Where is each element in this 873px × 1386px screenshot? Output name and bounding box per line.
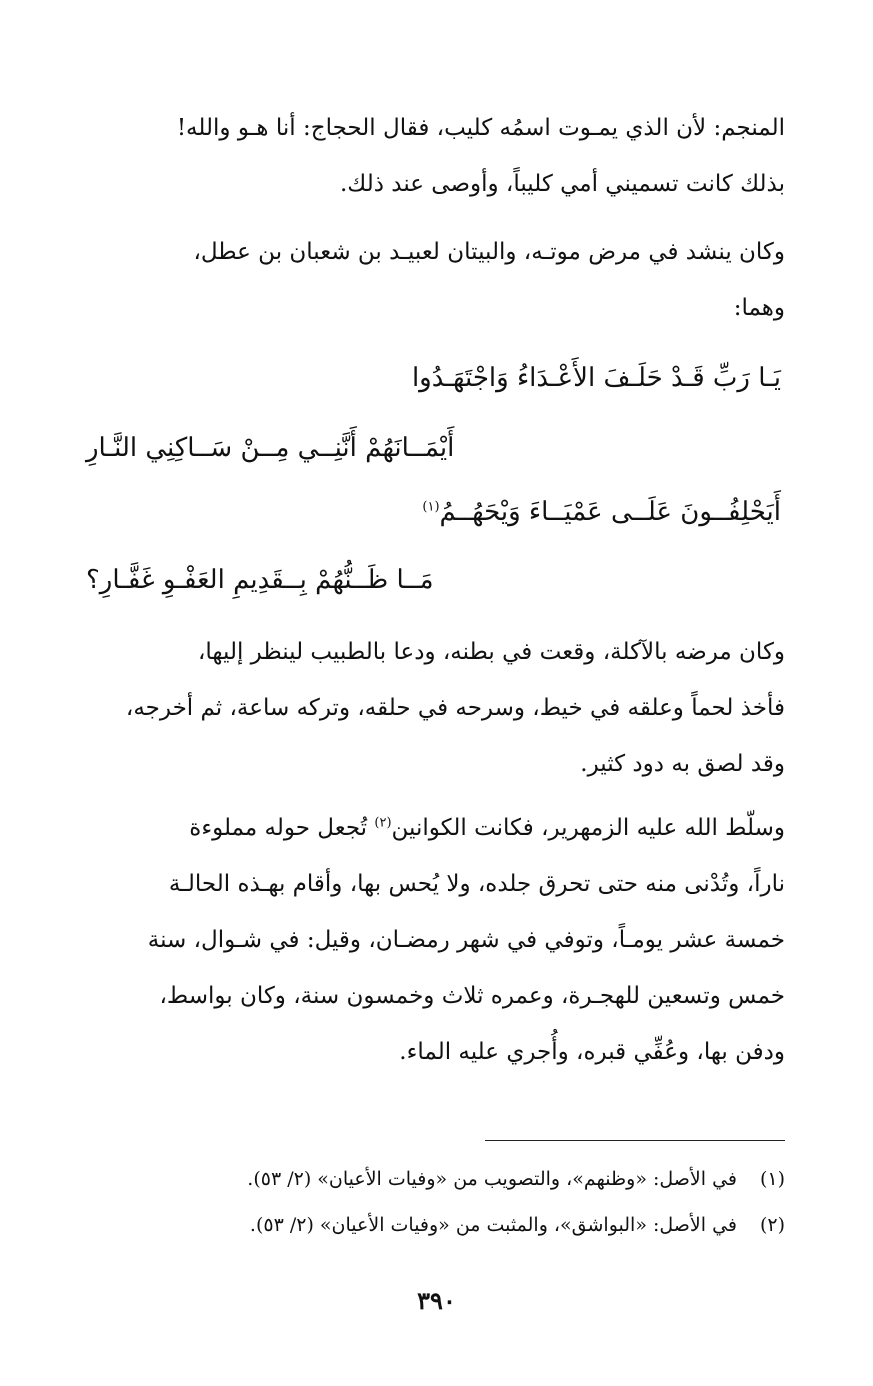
paragraph-3 — [85, 624, 785, 792]
footnote-text: في الأصل: «البواشق»، والمثبت من «وفيات الأعيان» (٢/ ٥٣). — [249, 1214, 737, 1236]
paragraph-1 — [85, 100, 785, 212]
text-line: خمس وتسعين للهجـرة، وعمره ثلاث وخمسون سنة، وكان بواسط، — [159, 983, 785, 1009]
text-line: وكان ينشد في مرض موتـه، والبيتان لعبيـد بن شعبان بن عطل، — [193, 239, 785, 265]
text-line — [85, 800, 785, 856]
text-line: وكان مرضه بالآكلة، وقعت في بطنه، ودعا بالطبيب لينظر إليها، — [197, 639, 785, 665]
text-segment: وسلّط الله عليه الزمهرير، فكانت الكوانين — [391, 815, 785, 841]
verse-2-first-hemistich — [422, 492, 781, 532]
footnote-2 — [250, 1210, 785, 1240]
verse-2-second-hemistich: مَــا ظَــنُّهُمْ بِــقَدِيمِ العَفْـوِ غَفَّـارِ؟ — [86, 565, 434, 595]
text-line: ناراً، وتُدْنى منه حتى تحرق جلده، ولا يُحس بها، وأقام بهـذه الحالـة — [168, 871, 785, 897]
verse-1-second-hemistich: أَيْمَــانَهُمْ أَنَّنِــي مِــنْ سَــاكِنِي النَّـارِ — [86, 433, 455, 463]
footnote-marker: (٢) — [374, 815, 392, 831]
paragraph-2 — [85, 224, 785, 336]
verse-1-first-hemistich: يَـا رَبِّ قَـدْ حَلَـفَ الأَعْـدَاءُ وَاجْتَهَـدُوا — [411, 363, 781, 393]
verse-text: أَيَحْلِفُــونَ عَلَــى عَمْيَــاءَ وَيْحَهُــمُ — [439, 497, 781, 527]
text-segment: تُجعل حوله مملوءة — [189, 815, 368, 841]
text-line: ودفن بها، وعُفِّي قبره، وأُجري عليه الماء. — [399, 1039, 785, 1065]
paragraph-4 — [85, 800, 785, 1080]
text-line: بذلك كانت تسميني أمي كليباً، وأوصى عند ذلك. — [340, 171, 785, 197]
text-line: المنجم: لأن الذي يمـوت اسمُه كليب، فقال الحجاج: أنا هـو والله! — [176, 115, 785, 141]
text-line: فأخذ لحماً وعلقه في خيط، وسرحه في حلقه، وتركه ساعة، ثم أخرجه، — [125, 695, 785, 721]
footnote-number: (١) — [759, 1168, 785, 1190]
page-number: ٣٩٠ — [417, 1286, 456, 1315]
text-line: وهما: — [733, 295, 785, 321]
text-line: وقد لصق به دود كثير. — [580, 751, 785, 777]
footnote-text: في الأصل: «وظنهم»، والتصويب من «وفيات الأعيان» (٢/ ٥٣). — [247, 1168, 737, 1190]
footnote-1 — [247, 1164, 785, 1194]
text-line: خمسة عشر يومـاً، وتوفي في شهر رمضـان، وقيل: في شـوال، سنة — [147, 927, 785, 953]
footnote-separator — [485, 1140, 785, 1141]
footnote-marker: (١) — [422, 499, 440, 515]
footnote-number: (٢) — [759, 1214, 785, 1236]
